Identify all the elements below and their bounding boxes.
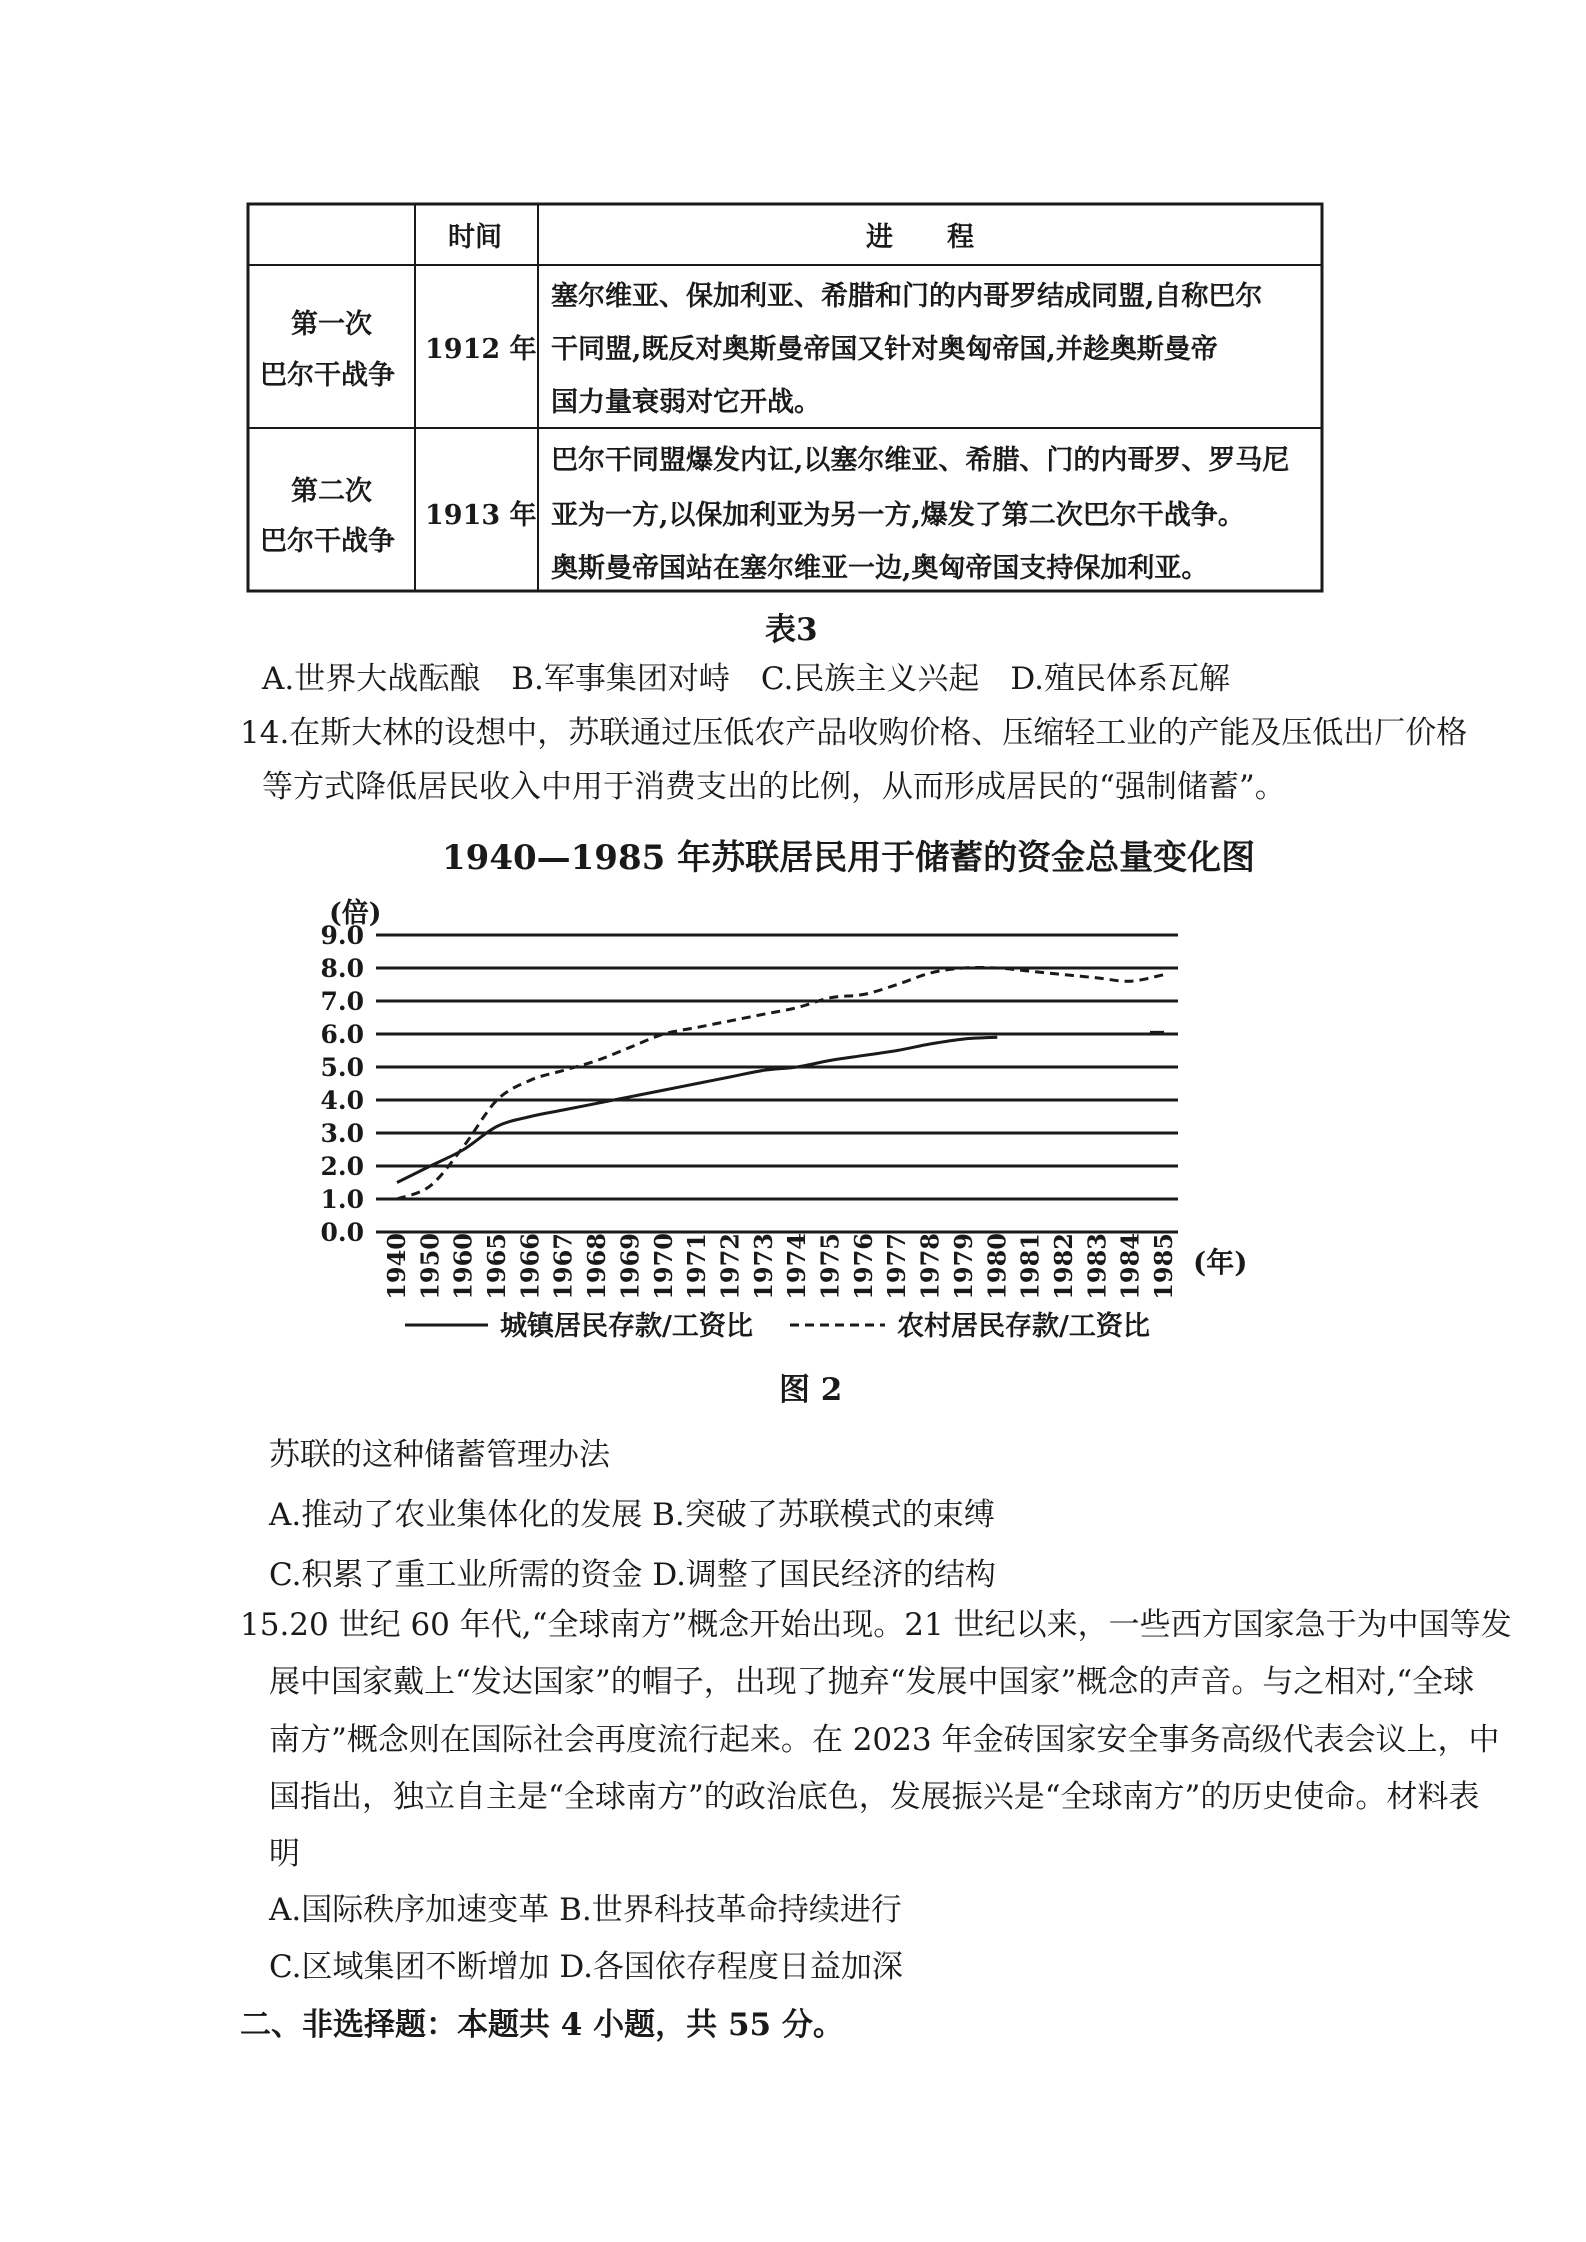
- x-tick-label: 1976: [848, 1233, 878, 1300]
- x-tick-label: 1980: [982, 1233, 1012, 1300]
- x-tick-label: 1972: [715, 1233, 745, 1300]
- table3-row1-process-line3: 国力量衰弱对它开战。: [551, 387, 821, 418]
- q15-stem-line5: 明: [269, 1836, 300, 1872]
- table3-row1-process-line1: 塞尔维亚、保加利亚、希腊和门的内哥罗结成同盟,自称巴尔: [551, 281, 1263, 312]
- q15-option-line1: A.国际秩序加速变革 B.世界科技革命持续进行: [269, 1892, 902, 1928]
- y-tick-label: 7.0: [320, 987, 364, 1016]
- q15-stem-line4: 国指出，独立自主是“全球南方”的政治底色，发展振兴是“全球南方”的历史使命。材料表: [269, 1779, 1480, 1815]
- y-tick-label: 6.0: [320, 1020, 364, 1049]
- q14-option-line2: C.积累了重工业所需的资金 D.调整了国民经济的结构: [269, 1557, 996, 1593]
- x-tick-label: 1968: [582, 1233, 612, 1300]
- chart-gridlines: [376, 935, 1178, 1232]
- figure2-caption: 图 2: [779, 1372, 843, 1408]
- section2-heading: 二、非选择题：本题共 4 小题，共 55 分。: [240, 2007, 844, 2043]
- q14-question: 苏联的这种储蓄管理办法: [269, 1437, 610, 1473]
- q15-stem-line1: 15.20 世纪 60 年代,“全球南方”概念开始出现。21 世纪以来，一些西方国家急于为中国等发: [240, 1607, 1512, 1643]
- y-tick-label: 4.0: [320, 1086, 364, 1115]
- x-tick-label: 1985: [1149, 1233, 1178, 1300]
- table3-row2-process-line1: 巴尔干同盟爆发内讧,以塞尔维亚、希腊、门的内哥罗、罗马尼: [551, 445, 1290, 476]
- x-tick-label: 1975: [815, 1233, 845, 1300]
- table3-row2-process-line3: 奥斯曼帝国站在塞尔维亚一边,奥匈帝国支持保加利亚。: [551, 553, 1209, 584]
- x-tick-label: 1967: [548, 1233, 578, 1300]
- y-tick-label: 5.0: [320, 1053, 364, 1082]
- x-tick-label: 1971: [682, 1233, 712, 1300]
- table3-row2-process-line2: 亚为一方,以保加利亚为另一方,爆发了第二次巴尔干战争。: [551, 500, 1245, 531]
- x-tick-label: 1982: [1048, 1233, 1078, 1300]
- y-tick-label: 8.0: [320, 954, 364, 983]
- series-line-1: [397, 1037, 997, 1182]
- table3-row1-time: 1912 年: [425, 334, 537, 365]
- chart-legend: [405, 1310, 1150, 1342]
- x-tick-label: 1966: [515, 1233, 545, 1300]
- chart-x-ticks: [382, 1233, 1178, 1300]
- q14-option-line1: A.推动了农业集体化的发展 B.突破了苏联模式的束缚: [269, 1497, 995, 1533]
- x-tick-label: 1960: [448, 1233, 478, 1300]
- x-tick-label: 1974: [782, 1233, 812, 1300]
- x-tick-label: 1981: [1015, 1233, 1045, 1300]
- table3-row1-process-line2: 干同盟,既反对奥斯曼帝国又针对奥匈帝国,并趁奥斯曼帝: [551, 334, 1218, 365]
- x-tick-label: 1979: [948, 1233, 978, 1300]
- q14-stem-line1: 14.在斯大林的设想中，苏联通过压低农产品收购价格、压缩轻工业的产能及压低出厂价格: [240, 715, 1468, 751]
- table3-row1-name-line1: 第一次: [291, 309, 372, 340]
- chart-title: 1940—1985 年苏联居民用于储蓄的资金总量变化图: [442, 838, 1256, 878]
- q15-option-line2: C.区域集团不断增加 D.各国依存程度日益加深: [269, 1949, 903, 1985]
- x-tick-label: 1969: [615, 1233, 645, 1300]
- legend-label-1: 城镇居民存款/工资比: [500, 1311, 753, 1342]
- y-tick-label: 0.0: [320, 1218, 364, 1247]
- y-tick-label: 9.0: [320, 921, 364, 950]
- q14-stem-line2: 等方式降低居民收入中用于消费支出的比例，从而形成居民的“强制储蓄”。: [262, 769, 1286, 805]
- table3-row2-name-line1: 第二次: [291, 476, 372, 507]
- table3-row2-time: 1913 年: [425, 500, 537, 531]
- q13-options: A.世界大战酝酿 B.军事集团对峙 C.民族主义兴起 D.殖民体系瓦解: [262, 661, 1230, 697]
- chart-y-axis-label: (倍): [329, 898, 382, 929]
- x-tick-label: 1965: [482, 1233, 512, 1300]
- chart-x-axis-label: (年): [1193, 1246, 1248, 1279]
- x-tick-label: 1984: [1115, 1233, 1145, 1300]
- x-tick-label: 1977: [882, 1233, 912, 1300]
- y-tick-label: 3.0: [320, 1119, 364, 1148]
- table3-row2-name-line2: 巴尔干战争: [260, 526, 395, 557]
- x-tick-label: 1978: [915, 1233, 945, 1300]
- x-tick-label: 1940: [382, 1233, 411, 1300]
- y-tick-label: 1.0: [320, 1185, 364, 1214]
- x-tick-label: 1983: [1082, 1233, 1112, 1300]
- table3-header-time: 时间: [448, 222, 502, 253]
- table3-row1-name-line2: 巴尔干战争: [260, 360, 395, 391]
- table3-header-process: 进 程: [866, 222, 974, 253]
- q15-stem-line3: 南方”概念则在国际社会再度流行起来。在 2023 年金砖国家安全事务高级代表会议上，中: [269, 1722, 1500, 1758]
- chart-y-ticks: [321, 921, 365, 1247]
- table3-caption: 表3: [765, 612, 818, 648]
- q15-stem-line2: 展中国家戴上“发达国家”的帽子，出现了抛弃“发展中国家”概念的声音。与之相对,“全球: [269, 1664, 1475, 1700]
- x-tick-label: 1973: [748, 1233, 778, 1300]
- y-tick-label: 2.0: [320, 1152, 364, 1181]
- legend-label-2: 农村居民存款/工资比: [897, 1311, 1150, 1342]
- x-tick-label: 1950: [415, 1233, 445, 1300]
- x-tick-label: 1970: [648, 1233, 678, 1300]
